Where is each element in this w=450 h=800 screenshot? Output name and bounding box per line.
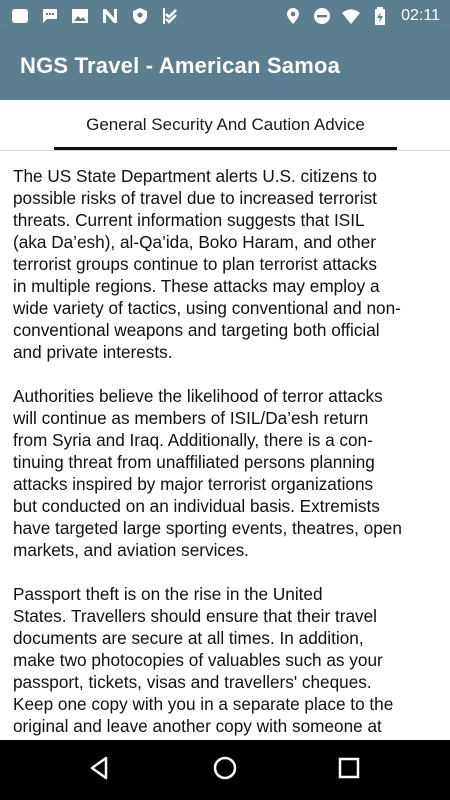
tab-indicator bbox=[54, 147, 397, 150]
page-title: NGS Travel - American Samoa bbox=[20, 53, 341, 78]
home-button[interactable] bbox=[209, 754, 241, 786]
notification-icons bbox=[10, 4, 180, 28]
recents-button[interactable] bbox=[333, 754, 365, 786]
clock: 02:11 bbox=[401, 7, 440, 24]
flag-check-icon bbox=[160, 6, 180, 26]
tab-general-security[interactable]: General Security And Caution Advice bbox=[86, 115, 365, 134]
tab-bar bbox=[0, 100, 450, 151]
system-icons bbox=[283, 4, 440, 28]
n-app-icon bbox=[100, 6, 120, 26]
shield-icon bbox=[130, 6, 150, 26]
back-icon bbox=[86, 754, 114, 787]
wifi-icon bbox=[341, 6, 361, 26]
advice-content[interactable] bbox=[0, 151, 450, 740]
battery-icon bbox=[370, 6, 390, 26]
advice-paragraph: Passport theft is on the rise in the United States. Travellers should ensure that their travel documents are secure at all times. In addition, make two photocopies of valuables such as your passport, tickets, visas and travellers' cheques. Keep one copy with you in a separate place to the original and leave another copy with someone at bbox=[13, 584, 394, 736]
image-icon bbox=[70, 6, 90, 26]
chat-icon bbox=[40, 6, 60, 26]
navigation-bar bbox=[0, 740, 450, 800]
advice-paragraph: Authorities believe the likelihood of terror attacks will continue as members of ISIL/Da’esh return from Syria and Iraq. Additionally, there is a con- tinuing threat from unaffiliated persons planning attacks inspired by major terrorist organizations but conducted on an individual basis. Extremists have targeted large sporting events, theatres, open markets, and aviation services. bbox=[13, 386, 402, 560]
status-bar bbox=[0, 0, 450, 32]
do-not-disturb-icon bbox=[312, 6, 332, 26]
location-icon bbox=[283, 6, 303, 26]
back-button[interactable] bbox=[84, 754, 116, 786]
gallery-icon bbox=[10, 6, 30, 26]
advice-paragraph: The US State Department alerts U.S. citizens to possible risks of travel due to increased terrorist threats. Current information suggests that ISIL (aka Da’esh), al-Qa’ida, Boko Haram, and other terrorist groups continue to plan terrorist attacks in multiple regions. These attacks may employ a wide variety of tactics, using conventional and non- conventional weapons and targeting both official and private interests. bbox=[13, 166, 401, 362]
home-icon bbox=[211, 754, 239, 787]
app-bar bbox=[0, 32, 450, 100]
recents-icon bbox=[335, 754, 363, 787]
